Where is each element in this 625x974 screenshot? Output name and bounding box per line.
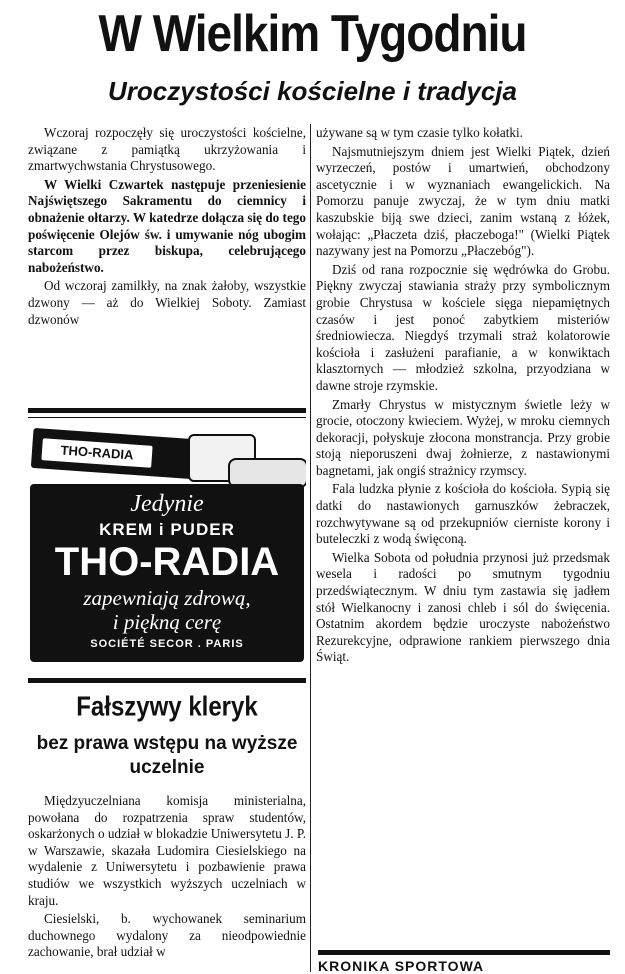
page-subheadline: Uroczystości kościelne i tradycja [108, 76, 517, 106]
column-divider [310, 124, 311, 972]
article1-paragraph: Wielka Sobota od południa przynosi już przedsmak wesela i radości po smutnym tygodniu przedświątecznym. W dniu tym zastawia się jadłem stół Wielkanocny i zanosi chleb i sól do święcenia. Ostatnim akordem będzie uroczyste nabożeństwo Rezurekcyjne, odprawione rankiem pierwszego dnia Świąt. [316, 549, 610, 665]
article2-subheadline: bez prawa wstępu na wyższe uczelnie [36, 733, 298, 778]
next-section-heading: KRONIKA SPORTOWA [318, 958, 485, 974]
article2-paragraph: Międzyuczelniana komisja ministerialna, powołana do rozpatrzenia spraw studentów, oskarżonych o udział w blokadzie Uniwersytetu J. P. w Warszawie, skazała Ludomira Ciesielskiego na wydalenie z Uniwersytetu i pozbawienie prawa studiów we wszystkich wyższych uczelniach w kraju. [28, 793, 306, 908]
ad-tagline: i piękną cerę [112, 610, 222, 634]
section-rule [28, 678, 306, 683]
article1-paragraph: Dziś od rana rozpocznie się wędrówka do Grobu. Piękny zwyczaj stawiania straży przy symbolicznym grobie Chrystusa w kościele sięga niepamiętnych czasów i jest ponoć zabytkiem misteriów średniowiecza. Niegdyś trzymali straż kolatorowie kościoła i zasłużeni parafianie, a w konwiktach klasztornych — młodzież szkolna, przyodziana w dawne stroje rzymskie. [316, 261, 610, 393]
article1-paragraph: Od wczoraj zamilkły, na znak żałoby, wszystkie dzwony — aż do Wielkiej Soboty. Zamiast dzwonów [28, 278, 306, 327]
section-rule [318, 950, 610, 955]
article1-paragraph: Wczoraj rozpoczęły się uroczystości kościelne, związane z pamiątką ukrzyżowania i zmartwychwstania Chrystusowego. [28, 125, 306, 174]
ad-line-product: KREM i PUDER [99, 520, 235, 539]
tho-radia-advertisement [28, 428, 306, 672]
article2-headline: Fałszywy kleryk [76, 691, 258, 723]
article1-paragraph: Zmarły Chrystus w mistycznym świetle leży w grocie, otoczony kwieciem. Wyżej, w mroku ciemnych dekoracji, połyskuje złocona monstrancja. Przy grobie stoją nieporuszeni dwaj żołnierze, z nastawionymi bagnetami, jak ongiś strażnicy rzymscy. [316, 396, 610, 478]
article1-paragraph: używane są w tym czasie tylko kołatki. [316, 125, 523, 140]
article1-right-column [316, 125, 610, 668]
article2-column [28, 793, 306, 963]
section-rule [28, 408, 306, 413]
article2-paragraph: Ciesielski, b. wychowanek seminarium duchownego wydalony za nieodpowiednie zachowanie, brał udział w [28, 911, 306, 960]
article1-paragraph: Fala ludzka płynie z kościoła do kościoła. Sypią się datki do nastawionych garnuszków żebraczek, rozchwytywane są od przekupniów cierniste korony i buteleczki z wodą święconą. [316, 481, 610, 547]
ad-line-jedynie: Jedynie [130, 491, 204, 517]
ad-brand-name: THO-RADIA [54, 540, 280, 584]
ad-manufacturer: SOCIÉTÉ SECOR . PARIS [90, 638, 244, 650]
section-rule [28, 417, 306, 418]
article1-paragraph: W Wielki Czwartek następuje przeniesienie Najświętszego Sakramentu do ciemnicy i obnażenie ołtarzy. W katedrze dołącza się do tego poświęcenie Olejów św. i umywanie nóg ubogim starcom przez biskupa, celebrującego nabożeństwo. [28, 176, 306, 275]
page-headline: W Wielkim Tygodniu [98, 4, 527, 63]
ad-tagline: zapewniają zdrową, [83, 586, 251, 610]
article1-left-column [28, 125, 306, 330]
article1-paragraph: Najsmutniejszym dniem jest Wielki Piątek, dzień wyrzeczeń, postów i umartwień, obchodzony ascetycznie i w wyznaniach ewangelickich. Na Pomorzu panuje zwyczaj, że w tym dniu matki kaszubskie biją swe dzieci, zanim wstaną z łóżek, wołając: „Płaczeta dziś, płaczeboga!" (Wielki Piątek nazywany jest na Pomorzu „Płaczebóg"). [316, 143, 610, 259]
tube-brand-text: THO-RADIA [60, 442, 134, 463]
